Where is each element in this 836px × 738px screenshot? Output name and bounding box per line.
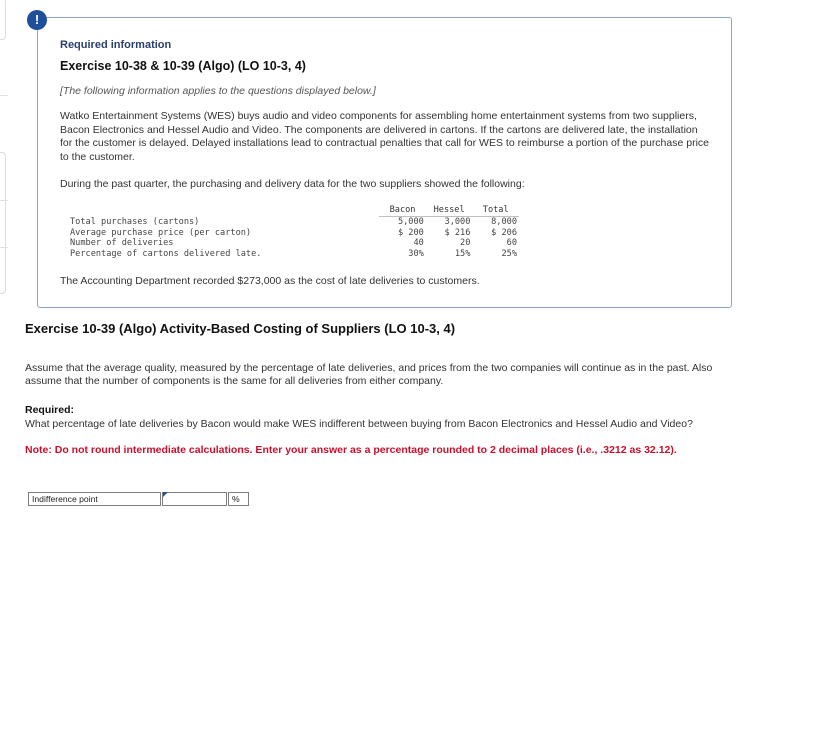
rounding-note: Note: Do not round intermediate calculations. Enter your answer as a percentage rounded to 2 decimal places (i.e., .3212 as 32.12).: [25, 444, 677, 456]
exercise-title: Exercise 10-38 & 10-39 (Algo) (LO 10-3, 4): [60, 59, 306, 73]
table-cell: $ 200: [397, 227, 424, 238]
table-cell: 30%: [408, 249, 424, 260]
table-cell: $ 206: [491, 227, 517, 238]
table-cell: 15%: [454, 249, 471, 260]
table-row: [68, 249, 519, 260]
left-panel-tab: [0, 0, 6, 40]
table-cell: 60: [506, 238, 517, 249]
table-cell: 20: [460, 238, 471, 249]
input-indicator-icon: [163, 492, 168, 497]
required-information-box: [37, 17, 732, 308]
indifference-point-label: Indifference point: [28, 492, 161, 506]
indifference-point-input[interactable]: [163, 497, 226, 509]
table-cell: 3,000: [444, 216, 471, 227]
left-panel-divider: [0, 200, 8, 201]
table-header-cell: Hessel: [426, 205, 473, 216]
table-header-cell: Total: [472, 205, 519, 216]
table-cell: Average purchase price (per carton): [70, 227, 252, 238]
table-cell: 40: [413, 238, 424, 249]
table-header-cell: [68, 205, 379, 216]
table-cell: 5,000: [397, 216, 424, 227]
table-cell: Total purchases (cartons): [70, 216, 200, 227]
question-title: Exercise 10-39 (Algo) Activity-Based Costing of Suppliers (LO 10-3, 4): [25, 321, 456, 336]
table-cell: 8,000: [491, 216, 517, 227]
question-text: What percentage of late deliveries by Bacon would make WES indifferent between buying from Bacon Electronics and Hessel Audio and Video?: [25, 418, 693, 430]
table-row: [68, 238, 519, 249]
table-header-cell: Bacon: [379, 205, 426, 216]
exercise-note: [The following information applies to the questions displayed below.]: [60, 85, 376, 97]
required-information-heading: Required information: [60, 39, 172, 51]
table-cell: 25%: [501, 249, 517, 260]
table-header-row: [68, 205, 519, 216]
data-intro-paragraph: During the past quarter, the purchasing and delivery data for the two suppliers showed the following:: [60, 178, 525, 190]
table-row: [68, 216, 519, 227]
left-panel-divider: [0, 247, 8, 248]
table-cell: Percentage of cartons delivered late.: [70, 249, 262, 260]
required-label: Required:: [25, 404, 75, 416]
indifference-point-field[interactable]: [162, 492, 227, 506]
scenario-paragraph: Watko Entertainment Systems (WES) buys audio and video components for assembling home entertainment systems from two suppliers, Bacon Electronics and Hessel Audio and Video. The components are delivered in cartons. If the cartons are delivered late, the installation for the customer is delayed. Delayed installations lead to contractual penalties that call for WES to reimburse a portion of the purchase price to the customer.: [60, 110, 710, 163]
exclamation-icon: !: [27, 10, 47, 30]
supplier-data-table: [68, 205, 519, 260]
assumption-text: Assume that the average quality, measured by the percentage of late deliveries, and prices from the two companies will continue as in the past. Also assume that the number of components is the same for all deliveries from either company.: [25, 362, 713, 387]
table-cell: Number of deliveries: [70, 238, 174, 249]
percent-unit-label: %: [228, 492, 249, 506]
late-delivery-cost-paragraph: The Accounting Department recorded $273,000 as the cost of late deliveries to customers.: [60, 275, 480, 287]
left-panel-tab: [0, 152, 6, 294]
table-cell: $ 216: [444, 227, 471, 238]
left-panel-divider: [0, 95, 8, 96]
table-row: [68, 228, 519, 239]
